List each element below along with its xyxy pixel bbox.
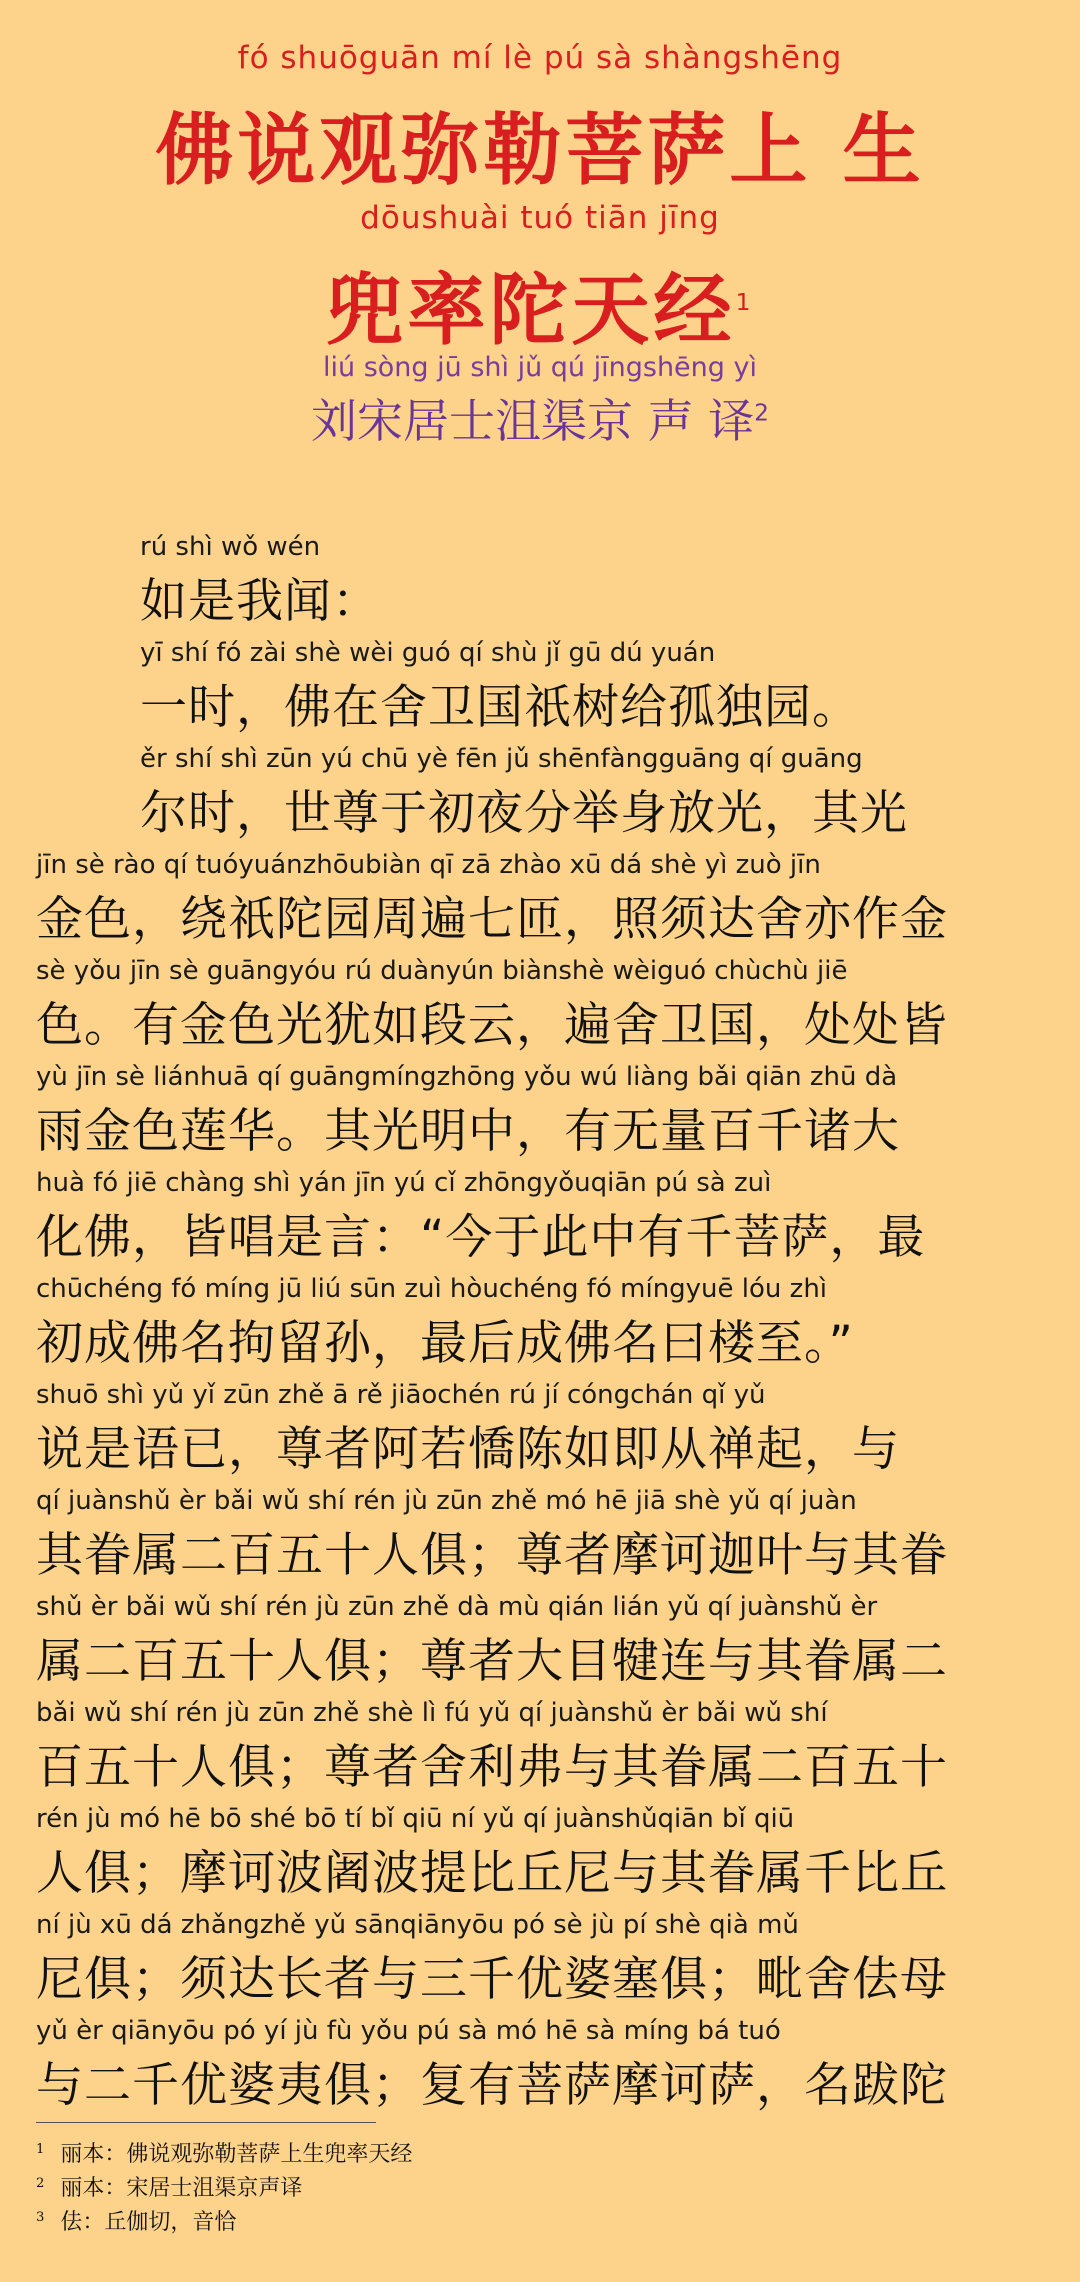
hanzi-line: 说是语已，尊者阿若憍陈如即从禅起，与	[36, 1422, 900, 1477]
pinyin-line: shuō shì yǔ yǐ zūn zhě ā rě jiāochén rú jí cóngchán qǐ yǔ	[36, 1380, 766, 1410]
text-line	[36, 1060, 1046, 1166]
pinyin-line: ěr shí shì zūn yú chū yè fēn jǔ shēnfàngguāng qí guāng	[140, 744, 863, 774]
pinyin-line: rú shì wǒ wén	[140, 532, 321, 562]
hanzi-line: 雨金色莲华。其光明中，有无量百千诸大	[36, 1104, 900, 1159]
pinyin-line: chūchéng fó míng jū liú sūn zuì hòuchéng fó míngyuē lóu zhì	[36, 1274, 828, 1304]
footnote-number: 3	[36, 2209, 45, 2225]
pinyin-line: qí juànshǔ èr bǎi wǔ shí rén jù zūn zhě mó hē jiā shè yǔ qí juàn	[36, 1486, 857, 1516]
footnote-1	[36, 2137, 1016, 2171]
footnote-text: 丽本：佛说观弥勒菩萨上生兜率天经	[60, 2142, 413, 2167]
text-line	[36, 1166, 1046, 1272]
title-pinyin-2: dōushuài tuó tiān jīng	[360, 200, 720, 236]
hanzi-line: 人俱；摩诃波阇波提比丘尼与其眷属千比丘	[36, 1846, 948, 1901]
footnote-text: 丽本：宋居士沮渠京声译	[60, 2176, 303, 2201]
footnote-divider	[36, 2122, 376, 2123]
hanzi-line: 尔时，世尊于初夜分举身放光，其光	[140, 786, 908, 841]
pinyin-line: sè yǒu jīn sè guāngyóu rú duànyún biànshè wèiguó chùchù jiē	[36, 956, 848, 986]
pinyin-line: yù jīn sè liánhuā qí guāngmíngzhōng yǒu wú liàng bǎi qiān zhū dà	[36, 1062, 898, 1092]
pinyin-line: bǎi wǔ shí rén jù zūn zhě shè lì fú yǔ qí juànshǔ èr bǎi wǔ shí	[36, 1698, 828, 1728]
pinyin-line: rén jù mó hē bō shé bō tí bǐ qiū ní yǔ qí juànshǔqiān bǐ qiū	[36, 1804, 795, 1834]
text-line	[36, 954, 1046, 1060]
pinyin-line: yī shí fó zài shè wèi guó qí shù jǐ gū dú yuán	[140, 638, 716, 668]
hanzi-line: 尼俱；须达长者与三千优婆塞俱；毗舍佉母	[36, 1952, 948, 2007]
title-line-2-text: 兜率陀天经	[325, 266, 736, 356]
hanzi-line: 初成佛名拘留孙，最后成佛名曰楼至。”	[36, 1316, 854, 1371]
text-line	[36, 636, 1046, 742]
hanzi-line: 百五十人俱；尊者舍利弗与其眷属二百五十	[36, 1740, 948, 1795]
pinyin-line: ní jù xū dá zhǎngzhě yǔ sānqiānyōu pó sè jù pí shè qià mǔ	[36, 1910, 799, 1940]
text-line	[36, 1484, 1046, 1590]
title-line-2	[0, 248, 1080, 360]
hanzi-line: 化佛，皆唱是言：“今于此中有千菩萨，最	[36, 1210, 926, 1265]
hanzi-line: 属二百五十人俱；尊者大目犍连与其眷属二	[36, 1634, 948, 1689]
hanzi-line: 金色，绕祇陀园周遍七匝，照须达舍亦作金	[36, 892, 948, 947]
text-line	[36, 2014, 1046, 2120]
translator-line	[0, 385, 1080, 451]
pinyin-line: yǔ èr qiānyōu pó yí jù fù yǒu pú sà mó hē sà míng bá tuó	[36, 2016, 781, 2046]
footnote-number: 2	[36, 2175, 45, 2191]
text-line	[36, 1590, 1046, 1696]
sutra-body	[36, 530, 1046, 2120]
hanzi-line: 一时，佛在舍卫国祇树给孤独园。	[140, 680, 860, 735]
footnote-text: 佉：丘伽切，音恰	[60, 2210, 237, 2235]
footnotes	[36, 2122, 1016, 2239]
pinyin-line: huà fó jiē chàng shì yán jīn yú cǐ zhōngyǒuqiān pú sà zuì	[36, 1168, 772, 1198]
text-line	[36, 530, 1046, 636]
footnote-3	[36, 2205, 1016, 2239]
text-line	[36, 1272, 1046, 1378]
hanzi-line: 色。有金色光犹如段云，遍舍卫国，处处皆	[36, 998, 948, 1053]
hanzi-line: 其眷属二百五十人俱；尊者摩诃迦叶与其眷	[36, 1528, 948, 1583]
text-line	[36, 1696, 1046, 1802]
footnote-ref-1[interactable]: 1	[735, 288, 755, 316]
translator-text: 刘宋居士沮渠京 声 译	[311, 394, 755, 448]
title-line-1: 佛说观弥勒菩萨上 生	[155, 106, 925, 196]
translator-pinyin: liú sòng jū shì jǔ qú jīngshēng yì	[323, 352, 757, 383]
text-line	[36, 742, 1046, 848]
footnote-number: 1	[36, 2141, 45, 2157]
footnote-ref-2[interactable]: 2	[754, 400, 769, 427]
hanzi-line: 如是我闻：	[140, 574, 380, 629]
pinyin-line: jīn sè rào qí tuóyuánzhōubiàn qī zā zhào xū dá shè yì zuò jīn	[36, 850, 821, 880]
text-line	[36, 1908, 1046, 2014]
footnote-2	[36, 2171, 1016, 2205]
hanzi-line: 与二千优婆夷俱；复有菩萨摩诃萨，名跋陀	[36, 2058, 948, 2113]
text-line	[36, 848, 1046, 954]
pinyin-line: shǔ èr bǎi wǔ shí rén jù zūn zhě dà mù qián lián yǔ qí juànshǔ èr	[36, 1592, 878, 1622]
title-pinyin-1: fó shuōguān mí lè pú sà shàngshēng	[237, 40, 843, 76]
text-line	[36, 1802, 1046, 1908]
text-line	[36, 1378, 1046, 1484]
